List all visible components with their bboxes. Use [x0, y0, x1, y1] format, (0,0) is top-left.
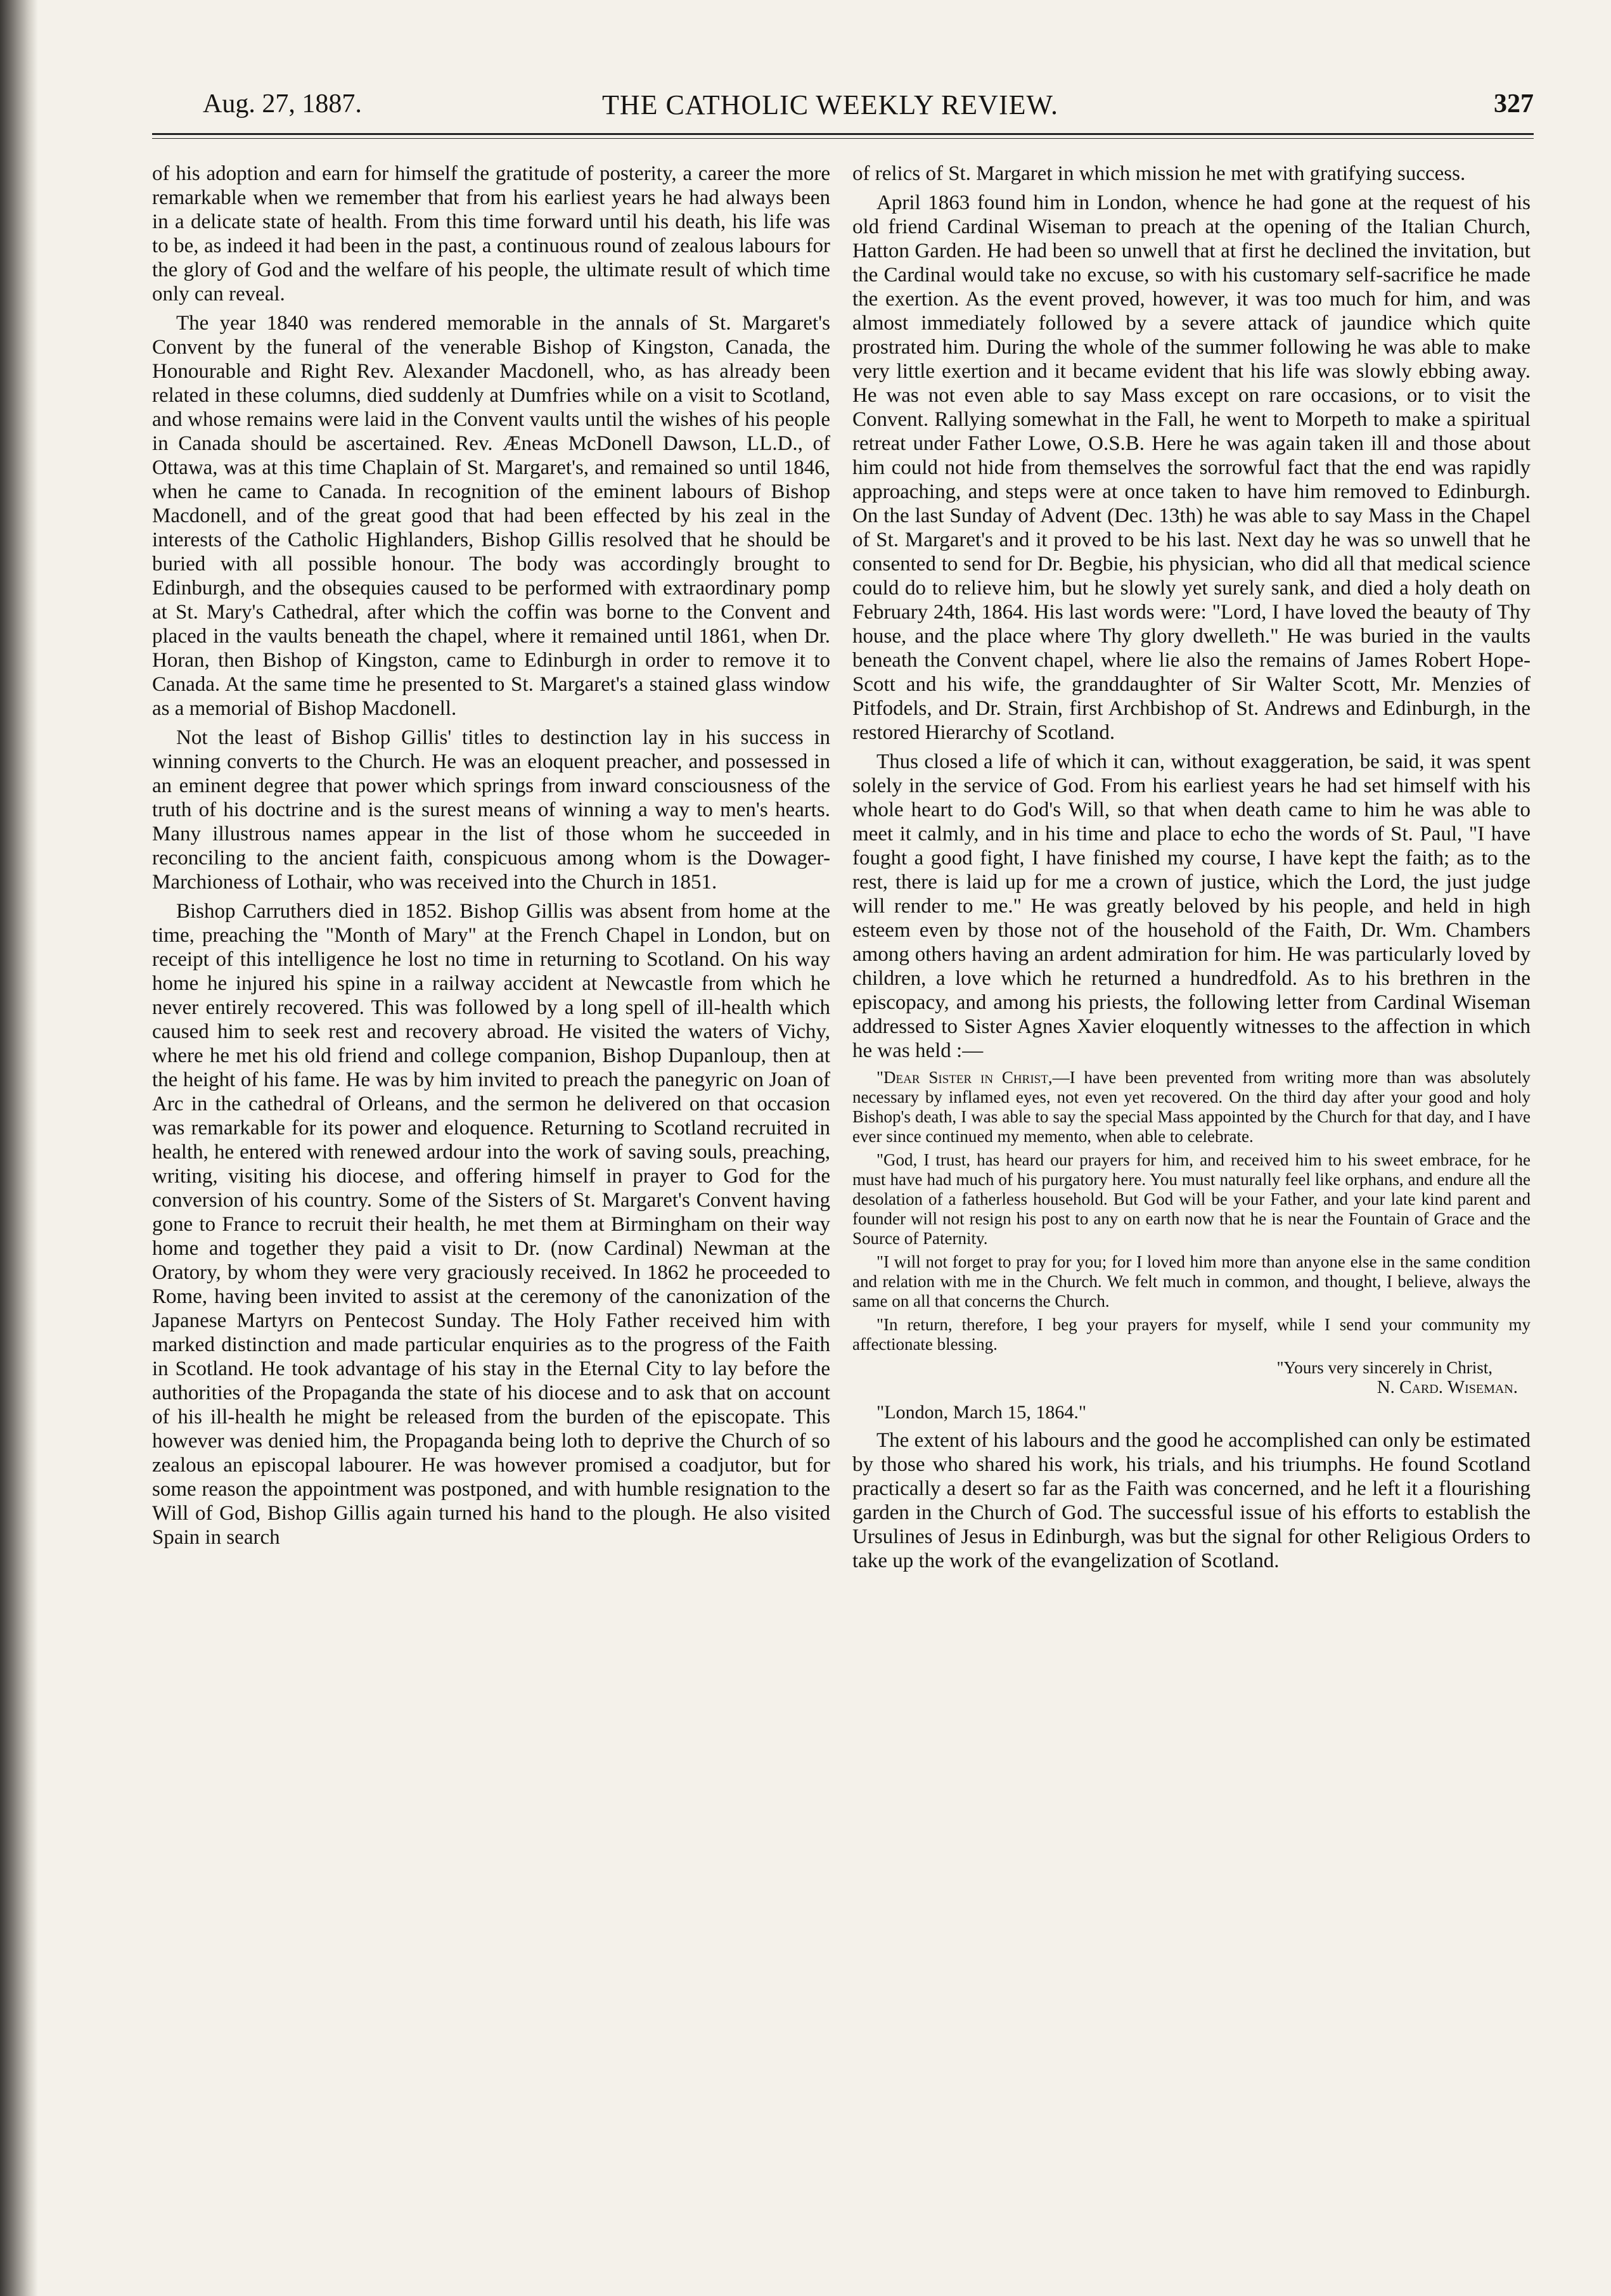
masthead-title: THE CATHOLIC WEEKLY REVIEW. — [602, 89, 1058, 120]
letter-salutation: "Dear Sister in Christ, — [876, 1068, 1053, 1087]
issue-date: Aug. 27, 1887. — [203, 89, 362, 119]
paragraph: of relics of St. Margaret in which mission he met with gratifying success. — [852, 162, 1466, 185]
right-column — [852, 162, 1531, 2266]
header-rule-thin — [152, 138, 1534, 139]
letter-paragraph: "God, I trust, has heard our prayers for him, and received him to his sweet embrace, for he must have had much of his purgatory here. You must naturally feel like orphans, and endure all the desolation of a fatherless household. But God will be your Father, and your late kind parent and founder will not resign his post to any on earth now that he is near the Fountain of Grace and the Source of Paternity. — [852, 1150, 1531, 1248]
wiseman-letter — [852, 1068, 1531, 1422]
letter-place-date: "London, March 15, 1864." — [876, 1402, 1087, 1423]
page-header — [127, 89, 1534, 139]
paragraph: The year 1840 was rendered memorable in the annals of St. Margaret's Convent by the funeral of the venerable Bishop of Kingston, Canada, the Honourable and Right Rev. Alexander Macdonell, who, as has already been related in these columns, died suddenly at Dumfries while on a visit to Scotland, and whose remains were laid in the Convent vaults until the wishes of his people in Canada should be ascertained. Rev. Æneas McDonell Dawson, LL.D., of Ottawa, was at this time Chaplain of St. Margaret's, and remained so until 1846, when he came to Canada. In recognition of the eminent labours of Bishop Macdonell, and of the great good that had been effected by his zeal in the interests of the Catholic Highlanders, Bishop Gillis resolved that he should be buried with all possible honour. The body was accordingly brought to Edinburgh, and the obsequies caused to be performed with extraordinary pomp at St. Mary's Cathedral, after which the coffin was borne to the Convent and placed in the vaults beneath the chapel, where it remained until 1861, when Dr. Horan, then Bishop of Kingston, came to Edinburgh in order to remove it to Canada. At the same time he presented to St. Margaret's a stained glass window as a memorial of Bishop Macdonell. — [152, 312, 830, 720]
letter-closing: "Yours very sincerely in Christ, — [1276, 1358, 1492, 1377]
letter-paragraph — [852, 1068, 1531, 1146]
paragraph: of his adoption and earn for himself the gratitude of posterity, a career the more remarkable when we remember that from his earliest years he had always been in a delicate state of health. From this time forward until his death, his life was to be, as indeed it had been in the past, a continuous round of zealous labours for the glory of God and the welfare of his people, the ultimate result of which time only can reveal. — [152, 162, 830, 305]
letter-signature: N. Card. Wiseman. — [1377, 1377, 1518, 1397]
letter-paragraph: "In return, therefore, I beg your prayers for myself, while I send your community my affectionate blessing. — [852, 1315, 1531, 1354]
paragraph: Thus closed a life of which it can, without exaggeration, be said, it was spent solely in the service of God. From his earliest years he had set himself with his whole heart to do God's Will, so that when death came to him he was able to meet it calmly, and in his time and place to echo the words of St. Paul, "I have fought a good fight, I have finished my course, I have kept the faith; as to the rest, there is laid up for me a crown of justice, which the Lord, the just judge will render to me." He was greatly beloved by his people, and held in high esteem even by those not of the household of the Faith, Dr. Wm. Chambers among others having an ardent admiration for him. He was particularly loved by children, a love which he returned a hundredfold. As to his brethren in the episcopacy, and among his priests, the following letter from Cardinal Wiseman addressed to Sister Agnes Xavier eloquently witnesses to the affection in which he was held :— — [852, 750, 1531, 1062]
paragraph: Bishop Carruthers died in 1852. Bishop Gillis was absent from home at the time, preaching the "Month of Mary" at the French Chapel in London, but on receipt of this intelligence he lost no time in returning to Scotland. On his way home he injured his spine in a railway accident at Newcastle from which he never entirely recovered. This was followed by a long spell of ill-health which caused him to seek rest and recovery abroad. He visited the waters of Vichy, where he met his old friend and college companion, Bishop Dupanloup, then at the height of his fame. He was by him invited to preach the panegyric on Joan of Arc in the cathedral of Orleans, and the sermon he delivered on that occasion was remarkable for its power and eloquence. Returning to Scotland recruited in health, he entered with renewed ardour into the work of saving souls, preaching, writing, visiting his diocese, and offering himself in prayer to God for the conversion of his country. Some of the Sisters of St. Margaret's Convent having gone to France to recruit their health, he met them at Birmingham on their way home and together they paid a visit to Dr. (now Cardinal) Newman at the Oratory, by whom they were very graciously received. In 1862 he proceeded to Rome, having been invited to assist at the ceremony of the canonization of the Japanese Martyrs on Pentecost Sunday. The Holy Father received him with marked distinction and made particular enquiries as to the progress of the Faith in Scotland. He took advantage of his stay in the Eternal City to lay before the authorities of the Propaganda the state of his diocese and to ask that on account of his ill-health he might be released from the burden of the episcopate. This however was denied him, the Propaganda being loth to deprive the Church of so zealous an episcopal labourer. He was however promised a coadjutor, but for some reason the appointment was postponed, and with humble resignation to the Will of God, Bishop Gillis again turned his hand to the plough. He also visited Spain in search — [152, 900, 830, 1549]
page-binding-edge — [0, 0, 38, 2296]
letter-text: —I have been prevented from writing more than was absolutely necessary by inflamed eyes, not even yet recovered. On the third day after your good and holy Bishop's death, I was able to say the special Mass appointed by the Church for that day, and I have ever since continued my memento, when able to celebrate. — [852, 1068, 1531, 1146]
page-number: 327 — [1494, 89, 1534, 119]
paragraph: April 1863 found him in London, whence he had gone at the request of his old friend Cardinal Wiseman to preach at the opening of the Italian Church, Hatton Garden. He had been so unwell that at first he declined the invitation, but the Cardinal would take no excuse, so with his customary self-sacrifice he made the exertion. As the event proved, however, it was too much for him, and was almost immediately followed by a severe attack of jaundice which quite prostrated him. During the whole of the summer following he was able to make very little exertion and it became evident that his life was slowly ebbing away. He was not even able to say Mass except on rare occasions, or to visit the Convent. Rallying somewhat in the Fall, he went to Morpeth to make a spiritual retreat under Father Lowe, O.S.B. Here he was again taken ill and those about him could not hide from themselves the sorrowful fact that the end was rapidly approaching, and steps were at once taken to have him removed to Edinburgh. On the last Sunday of Advent (Dec. 13th) he was able to say Mass in the Chapel of St. Margaret's and it proved to be his last. Next day he was so unwell that he consented to send for Dr. Begbie, his physician, who did all that medical science could do to relieve him, but he slowly yet surely sank, and died a holy death on February 24th, 1864. His last words were: "Lord, I have loved the beauty of Thy house, and the place where Thy glory dwelleth." He was buried in the vaults beneath the Convent chapel, where lie also the remains of James Robert Hope-Scott and his wife, the granddaughter of Sir Walter Scott, Mr. Menzies of Pitfodels, and Dr. Strain, first Archbishop of St. Andrews and Edinburgh, in the restored Hierarchy of Scotland. — [852, 191, 1531, 744]
left-column — [152, 162, 830, 2266]
letter-paragraph: "I will not forget to pray for you; for I loved him more than anyone else in the same condition and relation with me in the Church. We felt much in common, and thought, I believe, always the same on all that concerns the Church. — [852, 1252, 1531, 1311]
header-rule — [152, 133, 1534, 135]
paragraph: Not the least of Bishop Gillis' titles to destinction lay in his success in winning converts to the Church. He was an eloquent preacher, and possessed in an eminent degree that power which springs from inward consciousness of the truth of his doctrine and is the surest means of winning a way to men's hearts. Many illustrous names appear in the list of those whom he succeeded in reconciling to the ancient faith, conspicuous among whom is the Dowager-Marchioness of Lothair, who was received into the Church in 1851. — [152, 726, 830, 894]
paragraph: The extent of his labours and the good he accomplished can only be estimated by those who shared his work, his trials, and his triumphs. He found Scotland practically a desert so far as the Faith was concerned, and he left it a flourishing garden in the Church of God. The successful issue of his efforts to establish the Ursulines of Jesus in Edinburgh, was but the signal for other Religious Orders to take up the work of the evangelization of Scotland. — [852, 1429, 1531, 1572]
